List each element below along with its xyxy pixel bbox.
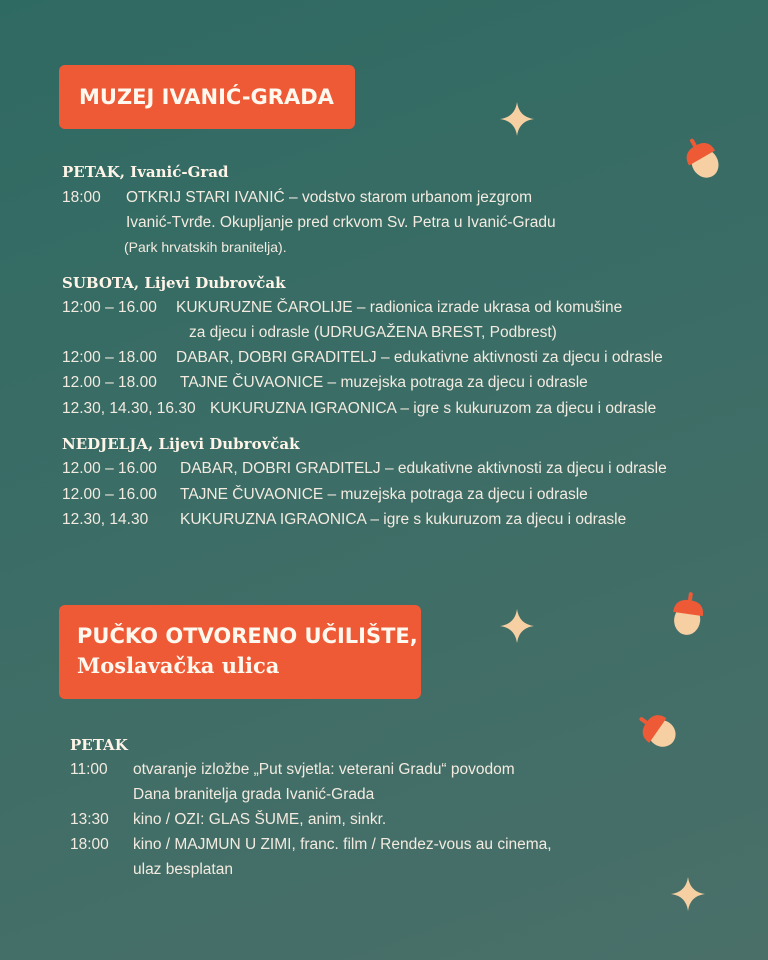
nedjelja-heading: NEDJELJA, Lijevi Dubrovčak	[62, 435, 300, 453]
event-text: (Park hrvatskih branitelja).	[124, 239, 287, 255]
event-text: KUKURUZNE ČAROLIJE – radionica izrade ukrasa od komušine	[176, 299, 623, 316]
event-time: 12.00 – 16.00	[62, 486, 157, 503]
petak-heading: PETAK, Ivanić-Grad	[62, 163, 229, 181]
event-text: kino / OZI: GLAS ŠUME, anim, sinkr.	[133, 811, 387, 828]
pou-petak-heading: PETAK	[70, 736, 128, 754]
sparkle-icon	[499, 608, 535, 644]
pou-title-line2: Moslavačka ulica	[77, 653, 280, 678]
acorn-icon	[662, 584, 714, 640]
event-time: 11:00	[70, 761, 108, 778]
event-text: TAJNE ČUVAONICE – muzejska potraga za djecu i odrasle	[180, 486, 588, 503]
event-text: Ivanić-Tvrđe. Okupljanje pred crkvom Sv. Petra u Ivanić-Gradu	[126, 214, 556, 231]
event-text: za djecu i odrasle (UDRUGAŽENA BREST, Podbrest)	[189, 324, 557, 341]
event-text: otvaranje izložbe „Put svjetla: veterani Gradu“ povodom	[133, 761, 515, 778]
subota-heading: SUBOTA, Lijevi Dubrovčak	[62, 274, 286, 292]
museum-title-banner	[59, 65, 355, 129]
pou-title-banner	[59, 605, 421, 699]
event-text: ulaz besplatan	[133, 861, 233, 878]
event-text: KUKURUZNA IGRAONICA – igre s kukuruzom za djecu i odrasle	[180, 511, 627, 528]
sparkle-icon	[670, 876, 706, 912]
event-time: 12:00 – 16.00	[62, 299, 157, 316]
event-time: 18:00	[70, 836, 109, 853]
event-time: 12.30, 14.30, 16.30	[62, 400, 196, 417]
event-time: 18:00	[62, 189, 101, 206]
event-text: TAJNE ČUVAONICE – muzejska potraga za djecu i odrasle	[180, 374, 588, 391]
event-text: OTKRIJ STARI IVANIĆ – vodstvo starom urbanom jezgrom	[126, 189, 532, 206]
event-time: 12.30, 14.30	[62, 511, 149, 528]
acorn-icon	[630, 702, 684, 754]
event-text: kino / MAJMUN U ZIMI, franc. film / Rendez-vous au cinema,	[133, 836, 552, 853]
event-time: 12.00 – 16.00	[62, 460, 157, 477]
sparkle-icon	[499, 101, 535, 137]
event-text: Dana branitelja grada Ivanić-Grada	[133, 786, 375, 803]
event-text: DABAR, DOBRI GRADITELJ – edukativne aktivnosti za djecu i odrasle	[180, 460, 667, 477]
event-time: 12:00 – 18.00	[62, 349, 157, 366]
event-text: KUKURUZNA IGRAONICA – igre s kukuruzom za djecu i odrasle	[210, 400, 657, 417]
pou-title-line1: PUČKO OTVORENO UČILIŠTE,	[77, 624, 418, 648]
acorn-icon	[676, 128, 728, 184]
event-time: 12.00 – 18.00	[62, 374, 157, 391]
event-time: 13:30	[70, 811, 109, 828]
event-text: DABAR, DOBRI GRADITELJ – edukativne aktivnosti za djecu i odrasle	[176, 349, 663, 366]
museum-title: MUZEJ IVANIĆ-GRADA	[79, 85, 334, 109]
